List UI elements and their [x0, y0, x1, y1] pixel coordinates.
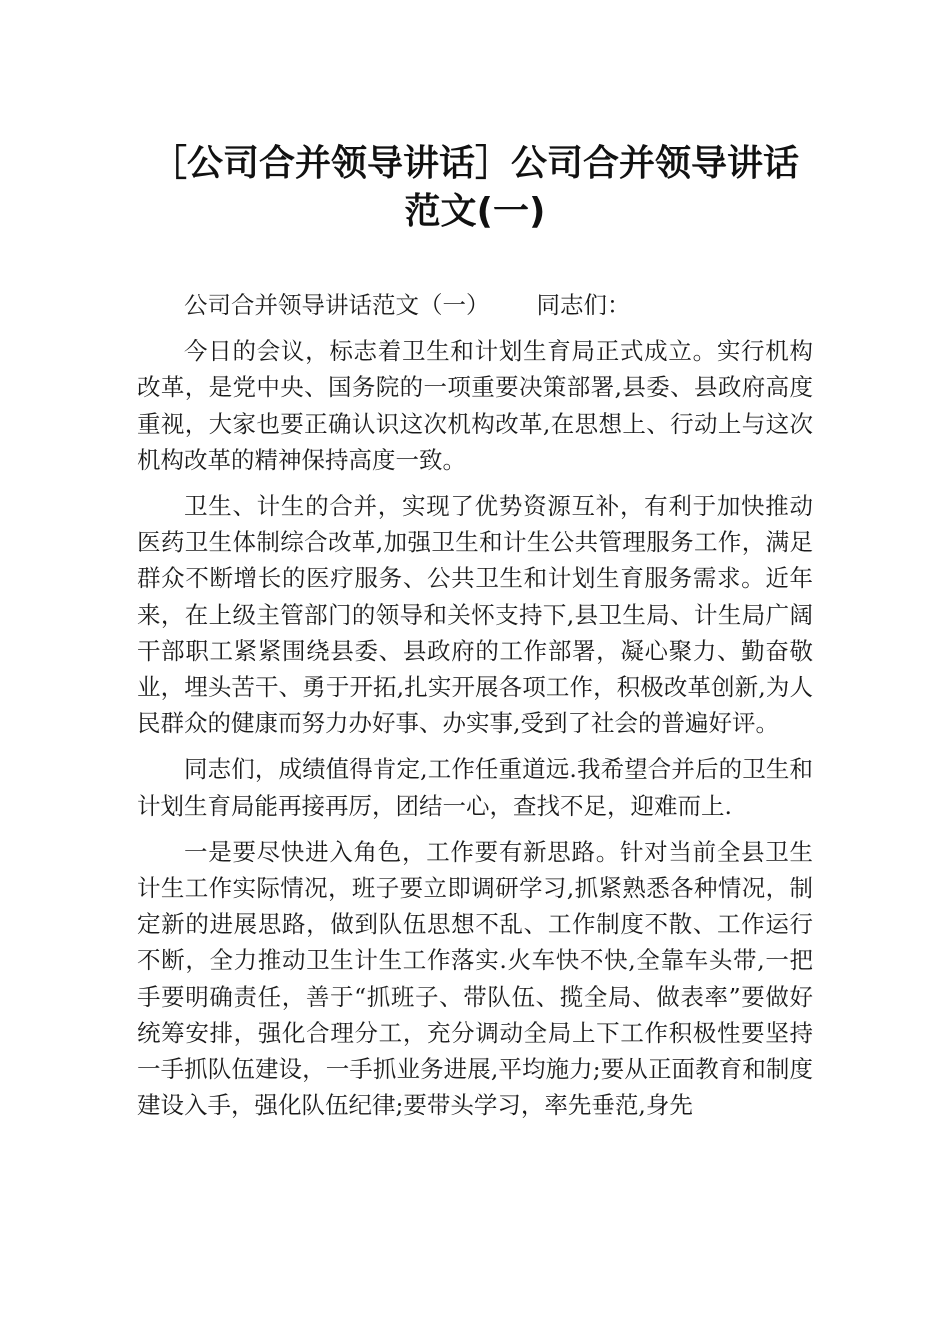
greeting: 同志们： [536, 291, 631, 319]
paragraph-2: 卫生、计生的合并，实现了优势资源互补，有利于加快推动医药卫生体制综合改革,加强卫生和计生公共管理服务工作，满足群众不断增长的医疗服务、公共卫生和计划生育服务需求。近年来，在上级主管部门的领导和关怀支持下,县卫生局、计生局广阔干部职工紧紧围绕县委、县政府的工作部署，凝心聚力、勤奋敬业，埋头苦干、勇于开拓,扎实开展各项工作，积极改革创新,为人民群众的健康而努力办好事、办实事,受到了社会的普遍好评。 [137, 492, 813, 738]
paragraph-1: 今日的会议，标志着卫生和计划生育局正式成立。实行机构改革，是党中央、国务院的一项重要决策部署,县委、县政府高度重视，大家也要正确认识这次机构改革,在思想上、行动上与这次机构改革的精神保持高度一致。 [137, 337, 813, 474]
paragraph-4: 一是要尽快进入角色，工作要有新思路。针对当前全县卫生计生工作实际情况，班子要立即调研学习,抓紧熟悉各种情况，制定新的进展思路，做到队伍思想不乱、工作制度不散、工作运行不断，全力推动卫生计生工作落实.火车快不快,全靠车头带,一把手要明确责任，善于“抓班子、带队伍、揽全局、做表率”要做好统筹安排，强化合理分工，充分调动全局上下工作积极性要坚持一手抓队伍建设，一手抓业务进展,平均施力;要从正面教育和制度建设入手，强化队伍纪律;要带头学习，率先垂范,身先 [137, 837, 813, 1120]
paragraph-3: 同志们，成绩值得肯定,工作任重道远.我希望合并后的卫生和计划生育局能再接再厉，团结一心，查找不足，迎难而上. [137, 755, 813, 820]
intro-heading: 公司合并领导讲话范文（一） [184, 291, 490, 319]
document-body [137, 287, 813, 1133]
document-title: ［公司合并领导讲话］公司合并领导讲话范文(一) [150, 143, 799, 232]
intro-line [137, 287, 813, 323]
